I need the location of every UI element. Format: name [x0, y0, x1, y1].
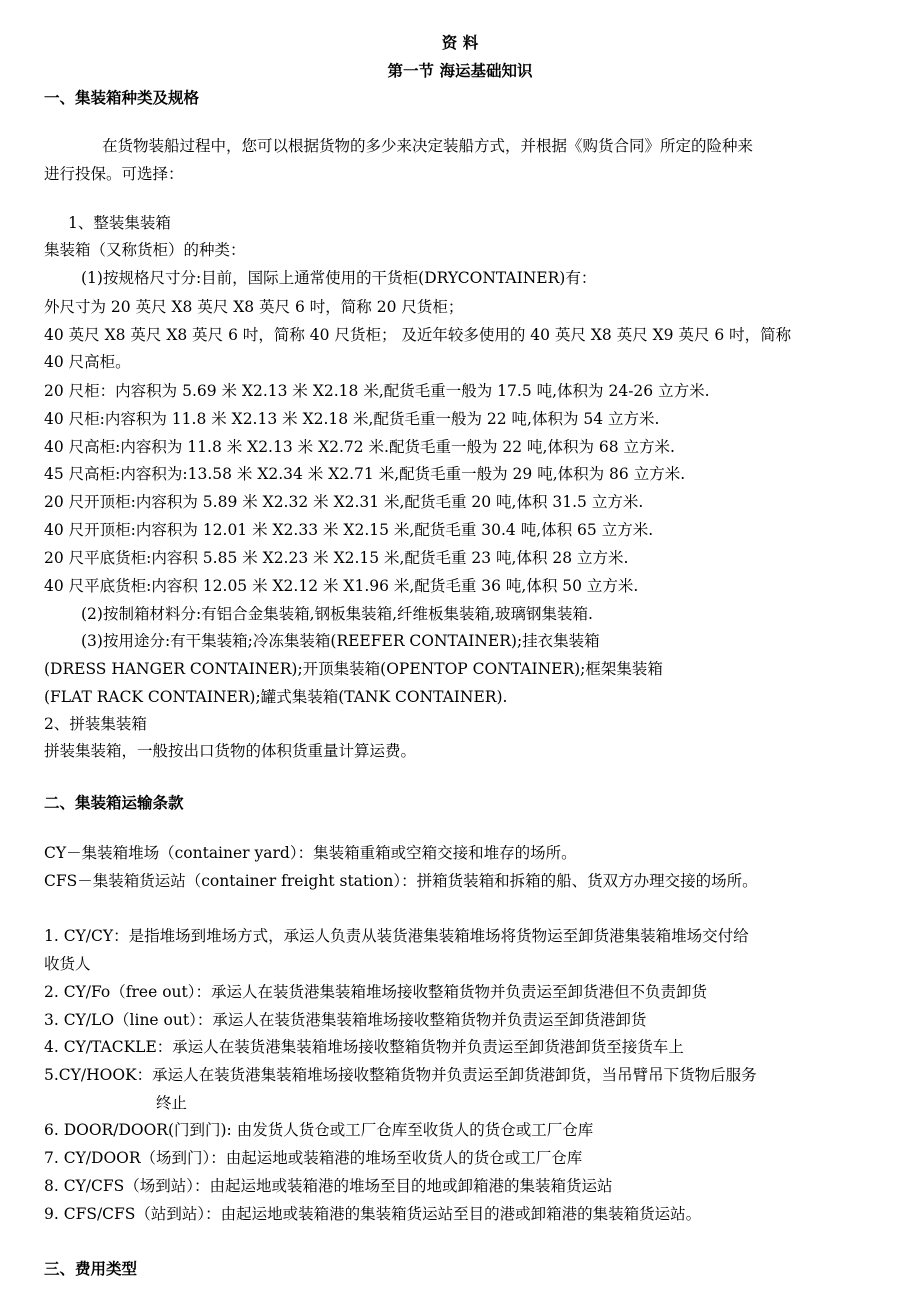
spec-by-size: (1)按规格尺寸分:目前，国际上通常使用的干货柜(DRYCONTAINER)有：: [81, 269, 597, 287]
spec-by-usage-line-1: (3)按用途分:有干集装箱;冷冻集装箱(REEFER CONTAINER);挂衣集装箱: [81, 632, 600, 650]
document-subtitle: 第一节 海运基础知识: [387, 61, 533, 80]
container-spec-line: 20 尺开顶柜:内容积为 5.89 米 X2.32 米 X2.31 米,配货毛重 20 吨,体积 31.5 立方米.: [44, 493, 644, 511]
term-cy-tackle: 4. CY/TACKLE：承运人在装货港集装箱堆场接收整箱货物并负责运至卸货港卸货至接货车上: [44, 1038, 684, 1056]
container-spec-line: 20 尺平底货柜:内容积 5.85 米 X2.23 米 X2.15 米,配货毛重 23 吨,体积 28 立方米.: [44, 549, 629, 567]
term-cy-cfs: 8. CY/CFS（场到站）：由起运地或装箱港的堆场至目的地或卸箱港的集装箱货运站: [44, 1177, 613, 1195]
intro-paragraph-line-2: 进行投保。可选择：: [44, 165, 184, 183]
term-cy-hook-continued: 终止: [156, 1094, 188, 1112]
term-cfs-cfs: 9. CFS/CFS（站到站）：由起运地或装箱港的集装箱货运站至目的港或卸箱港的集装箱货运站。: [44, 1205, 702, 1223]
spec-40ft-high: 40 尺高柜。: [44, 353, 131, 371]
term-cy-cy-continued: 收货人: [44, 955, 91, 973]
term-door-door: 6. DOOR/DOOR(门到门): 由发货人货仓或工厂仓库至收货人的货仓或工厂仓库: [44, 1121, 594, 1139]
term-cy-fo: 2. CY/Fo（free out）：承运人在装货港集装箱堆场接收整箱货物并负责运至卸货港但不负责卸货: [44, 983, 707, 1001]
container-spec-line: 40 尺平底货柜:内容积 12.05 米 X2.12 米 X1.96 米,配货毛重 36 吨,体积 50 立方米.: [44, 577, 639, 595]
term-cy-door: 7. CY/DOOR（场到门）：由起运地或装箱港的堆场至收货人的货仓或工厂仓库: [44, 1149, 583, 1167]
container-spec-line: 40 尺柜:内容积为 11.8 米 X2.13 米 X2.18 米,配货毛重一般为 22 吨,体积为 54 立方米.: [44, 410, 660, 428]
item-2-text: 拼装集装箱，一般按出口货物的体积货重量计算运费。: [44, 742, 417, 760]
spec-20ft: 外尺寸为 20 英尺 X8 英尺 X8 英尺 6 吋，简称 20 尺货柜；: [44, 298, 464, 316]
spec-by-usage-line-2: (DRESS HANGER CONTAINER);开顶集装箱(OPENTOP CONTAINER);框架集装箱: [44, 660, 663, 678]
item-2-title: 2、拼装集装箱: [44, 715, 147, 733]
section-2-heading: 二、集装箱运输条款: [44, 793, 184, 812]
term-cy-hook: 5.CY/HOOK：承运人在装货港集装箱堆场接收整箱货物并负责运至卸货港卸货，当吊臂吊下货物后服务: [44, 1066, 757, 1084]
spec-by-usage-line-3: (FLAT RACK CONTAINER);罐式集装箱(TANK CONTAINER).: [44, 688, 508, 706]
section-1-heading: 一、集装箱种类及规格: [44, 88, 200, 107]
term-cy-cy: 1. CY/CY：是指堆场到堆场方式，承运人负责从装货港集装箱堆场将货物运至卸货港集装箱堆场交付给: [44, 927, 749, 945]
definition-cy: CY－集装箱堆场（container yard）：集装箱重箱或空箱交接和堆存的场所。: [44, 844, 577, 862]
term-cy-lo: 3. CY/LO（line out）：承运人在装货港集装箱堆场接收整箱货物并负责运至卸货港卸货: [44, 1011, 647, 1029]
spec-by-material: (2)按制箱材料分:有铝合金集装箱,钢板集装箱,纤维板集装箱,玻璃钢集装箱.: [81, 605, 593, 623]
container-types-title: 集装箱（又称货柜）的种类：: [44, 241, 246, 259]
container-spec-line: 45 尺高柜:内容积为:13.58 米 X2.34 米 X2.71 米,配货毛重一般为 29 吨,体积为 86 立方米.: [44, 465, 686, 483]
item-1-title: 1、整装集装箱: [68, 214, 171, 232]
intro-paragraph-line-1: 在货物装船过程中，您可以根据货物的多少来决定装船方式，并根据《购货合同》所定的险种来: [102, 137, 754, 155]
container-spec-line: 40 尺开顶柜:内容积为 12.01 米 X2.33 米 X2.15 米,配货毛重 30.4 吨,体积 65 立方米.: [44, 521, 654, 539]
spec-40ft: 40 英尺 X8 英尺 X8 英尺 6 吋，简称 40 尺货柜； 及近年较多使用的 40 英尺 X8 英尺 X9 英尺 6 吋，简称: [44, 326, 792, 344]
container-spec-line: 20 尺柜：内容积为 5.69 米 X2.13 米 X2.18 米,配货毛重一般为 17.5 吨,体积为 24-26 立方米.: [44, 382, 710, 400]
container-spec-line: 40 尺高柜:内容积为 11.8 米 X2.13 米 X2.72 米.配货毛重一般为 22 吨,体积为 68 立方米.: [44, 438, 675, 456]
section-3-heading: 三、费用类型: [44, 1259, 138, 1278]
definition-cfs: CFS－集装箱货运站（container freight station）：拼箱货装箱和拆箱的船、货双方办理交接的场所。: [44, 872, 758, 890]
document-title: 资 料: [441, 33, 479, 52]
